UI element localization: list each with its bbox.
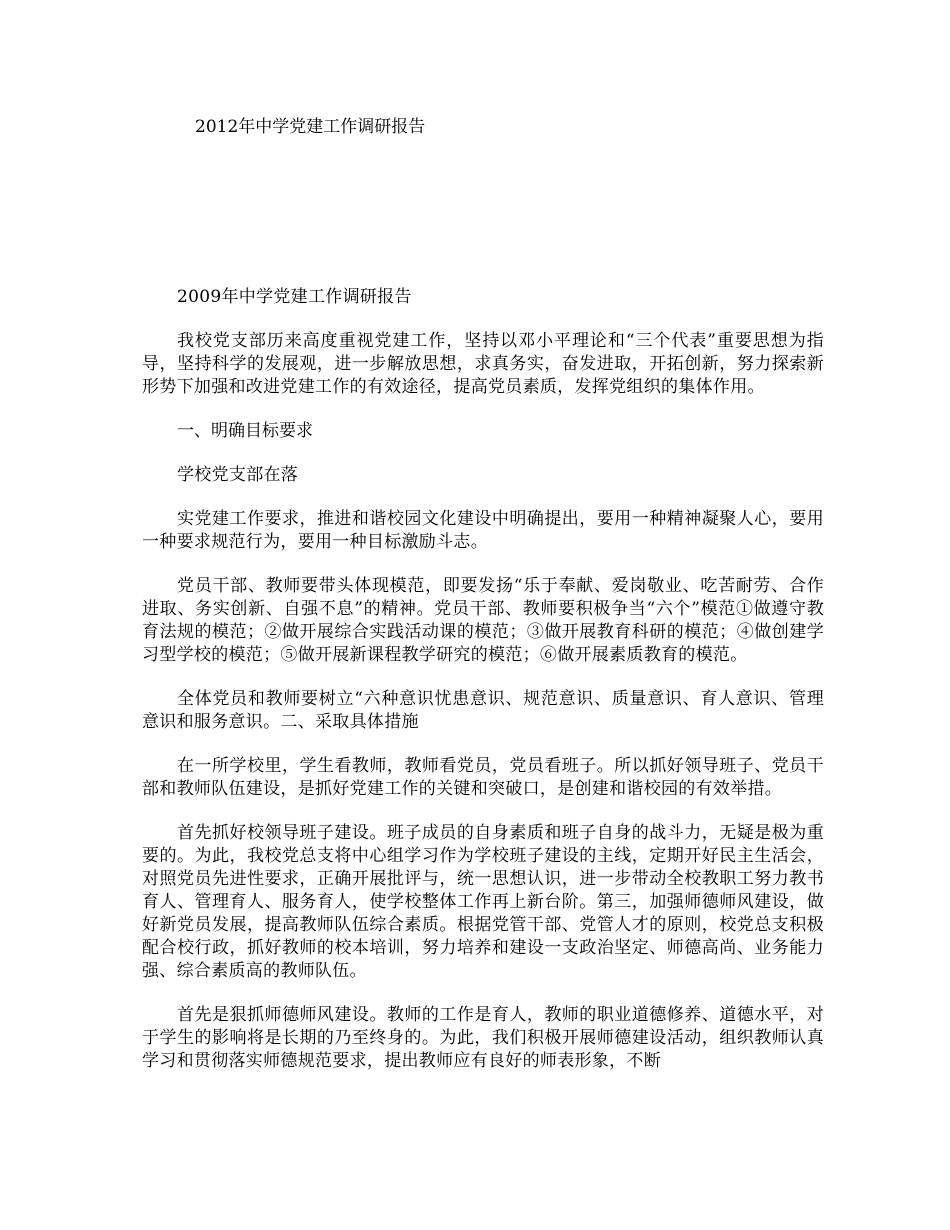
paragraph-culture: 实党建工作要求，推进和谐校园文化建设中明确提出，要用一种精神凝聚人心，要用一种要求规范行为，要用一种目标激励斗志。	[142, 509, 824, 552]
paragraph-fragment: 学校党支部在落	[177, 465, 299, 485]
paragraph-leadership: 在一所学校里，学生看教师，教师看党员，党员看班子。所以抓好领导班子、党员干部和教师队伍建设，是抓好党建工作的关键和突破口，是创建和谐校园的有效举措。	[142, 756, 824, 799]
section-heading-goals: 一、明确目标要求	[177, 421, 313, 441]
paragraph-ethics: 首先是狠抓师德师风建设。教师的工作是育人，教师的职业道德修养、道德水平，对于学生的影响将是长期的乃至终身的。为此，我们积极开展师德建设活动，组织教师认真学习和贯彻落实师德规范要求，提出教师应有良好的师表形象，不断	[142, 1005, 824, 1071]
paragraph-models: 党员干部、教师要带头体现模范，即要发扬“乐于奉献、爱岗敬业、吃苦耐劳、合作进取、务实创新、自强不息”的精神。党员干部、教师要积极争当“六个”模范①做遵守教育法规的模范；②做开展综合实践活动课的模范；③做开展教育科研的模范；④做创建学习型学校的模范；⑤做开展新课程教学研究的模范；⑥做开展素质教育的模范。	[142, 576, 824, 665]
document-body	[142, 286, 824, 1094]
paragraph-intro: 我校党支部历来高度重视党建工作，坚持以邓小平理论和“三个代表”重要思想为指导，坚持科学的发展观，进一步解放思想，求真务实，奋发进取，开拓创新，努力探索新形势下加强和改进党建工作的有效途径，提高党员素质，发挥党组织的集体作用。	[142, 331, 824, 397]
document-subtitle: 2009年中学党建工作调研报告	[177, 287, 412, 307]
document-title: 2012年中学党建工作调研报告	[195, 117, 426, 137]
paragraph-team-building: 首先抓好校领导班子建设。班子成员的自身素质和班子自身的战斗力，无疑是极为重要的。为此，我校党总支将中心组学习作为学校班子建设的主线，定期开好民主生活会，对照党员先进性要求，正确开展批评与，统一思想认识，进一步带动全校教职工努力教书育人、管理育人、服务育人，使学校整体工作再上新台阶。第三，加强师德师风建设，做好新党员发展，提高教师队伍综合素质。根据党管干部、党管人才的原则，校党总支积极配合校行政，抓好教师的校本培训，努力培养和建设一支政治坚定、师德高尚、业务能力强、综合素质高的教师队伍。	[142, 823, 824, 981]
paragraph-awareness: 全体党员和教师要树立“六种意识忧患意识、规范意识、质量意识、育人意识、管理意识和服务意识。二、采取具体措施	[142, 689, 824, 732]
